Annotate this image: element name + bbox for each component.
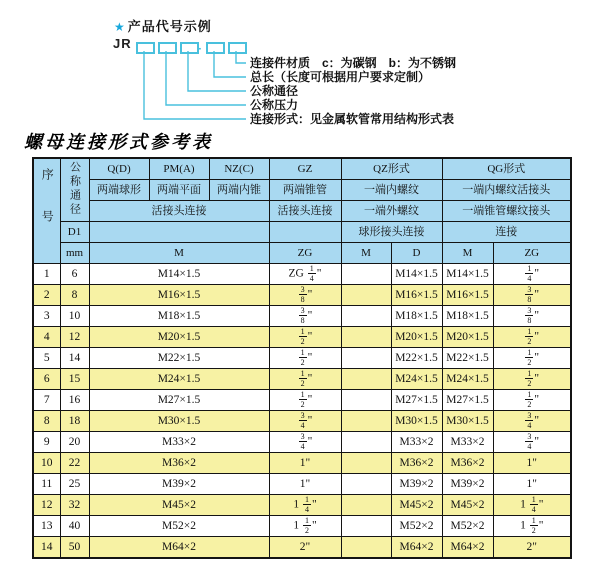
table-cell: M39×2	[89, 474, 269, 495]
table-row	[33, 411, 571, 432]
table-cell: 12	[60, 327, 89, 348]
header-left-row3: 活接头连接	[89, 201, 269, 222]
table-cell	[341, 495, 391, 516]
table-cell: $\frac{3}{8}$ "	[269, 285, 341, 306]
table-cell: 7	[33, 390, 60, 411]
header-seq: 序号	[33, 158, 60, 264]
table-cell: M20×1.5	[391, 327, 442, 348]
table-cell	[341, 390, 391, 411]
table-cell: M18×1.5	[391, 306, 442, 327]
table-cell: $\frac{1}{2}$ "	[493, 327, 571, 348]
diagram-title-text: 产品代号示例	[127, 19, 212, 34]
table-cell: 4	[33, 327, 60, 348]
table-cell	[341, 264, 391, 285]
table-cell: $\frac{3}{4}$ "	[269, 432, 341, 453]
table-cell: M64×2	[391, 537, 442, 559]
header-qz-sub-m: M	[341, 243, 391, 264]
table-cell: M45×2	[391, 495, 442, 516]
table-cell: 1 $\frac{1}{4}$ "	[269, 495, 341, 516]
header-nz: NZ(C)	[209, 158, 269, 180]
table-row	[33, 369, 571, 390]
table-cell: M27×1.5	[391, 390, 442, 411]
table-cell: 14	[33, 537, 60, 559]
table-cell: M33×2	[89, 432, 269, 453]
table-cell: M36×2	[89, 453, 269, 474]
table-cell: M45×2	[442, 495, 493, 516]
table-cell: M64×2	[89, 537, 269, 559]
table-cell: 22	[60, 453, 89, 474]
table-row	[33, 390, 571, 411]
table-cell	[341, 474, 391, 495]
table-cell	[341, 537, 391, 559]
nut-connection-table	[32, 157, 572, 559]
table-cell: 16	[60, 390, 89, 411]
table-cell	[341, 432, 391, 453]
table-cell	[341, 327, 391, 348]
header-pm-desc: 两端平面	[149, 180, 209, 201]
label-nominal-pressure: 公称压力	[250, 98, 299, 112]
table-cell: 18	[60, 411, 89, 432]
table-cell: M36×2	[391, 453, 442, 474]
table-cell: 8	[33, 411, 60, 432]
table-cell: $\frac{3}{8}$ "	[493, 285, 571, 306]
header-qg-row3: 一端锥管螺纹接头	[442, 201, 571, 222]
header-qz: QZ形式	[341, 158, 442, 180]
table-cell: M16×1.5	[442, 285, 493, 306]
table-cell: 1 $\frac{1}{4}$ "	[493, 495, 571, 516]
table-cell: 15	[60, 369, 89, 390]
table-cell: M14×1.5	[89, 264, 269, 285]
table-row	[33, 474, 571, 495]
header-gz-row3: 活接头连接	[269, 201, 341, 222]
table-cell: M16×1.5	[89, 285, 269, 306]
empty-cell	[89, 222, 269, 243]
table-cell: M33×2	[442, 432, 493, 453]
header-qz-row3: 一端外螺纹	[341, 201, 442, 222]
table-cell: $\frac{1}{2}$ "	[269, 369, 341, 390]
table-cell: $\frac{3}{4}$ "	[493, 432, 571, 453]
table-cell: $\frac{3}{4}$ "	[493, 411, 571, 432]
table-cell: M52×2	[442, 516, 493, 537]
table-cell	[341, 285, 391, 306]
table-cell: M24×1.5	[89, 369, 269, 390]
table-cell: M45×2	[89, 495, 269, 516]
table-cell: 1	[33, 264, 60, 285]
header-qg-row4: 连接	[442, 222, 571, 243]
table-cell: M27×1.5	[442, 390, 493, 411]
table-cell: 40	[60, 516, 89, 537]
table-cell: M16×1.5	[391, 285, 442, 306]
table-cell: $\frac{3}{4}$ "	[269, 411, 341, 432]
table-cell: 10	[60, 306, 89, 327]
header-mm: mm	[60, 243, 89, 264]
table-cell	[341, 306, 391, 327]
table-cell: $\frac{1}{2}$ "	[269, 327, 341, 348]
header-qz-desc: 一端内螺纹	[341, 180, 442, 201]
table-cell: 2"	[493, 537, 571, 559]
table-cell: M36×2	[442, 453, 493, 474]
table-cell: M22×1.5	[442, 348, 493, 369]
table-cell: $\frac{1}{2}$ "	[493, 348, 571, 369]
table-cell: M20×1.5	[89, 327, 269, 348]
table-cell: M39×2	[391, 474, 442, 495]
table-cell: 2	[33, 285, 60, 306]
code-prefix: JR	[113, 36, 132, 51]
table-cell: M20×1.5	[442, 327, 493, 348]
table-cell	[341, 516, 391, 537]
table-cell: 1 $\frac{1}{2}$ "	[493, 516, 571, 537]
table-cell: M30×1.5	[442, 411, 493, 432]
header-nz-desc: 两端内锥	[209, 180, 269, 201]
table-cell: M22×1.5	[89, 348, 269, 369]
table-row	[33, 306, 571, 327]
table-cell: 1"	[493, 453, 571, 474]
header-diameter: 公称通径	[60, 158, 89, 222]
table-cell: 12	[33, 495, 60, 516]
label-nominal-diameter: 公称通径	[250, 84, 299, 98]
header-qz-sub-d: D	[391, 243, 442, 264]
table-cell	[341, 411, 391, 432]
label-total-length: 总长（长度可根据用户要求定制）	[250, 70, 431, 84]
empty-cell	[269, 222, 341, 243]
table-cell: M18×1.5	[89, 306, 269, 327]
table-cell: M39×2	[442, 474, 493, 495]
table-cell: ZG $\frac{1}{4}$ "	[269, 264, 341, 285]
table-cell: 1"	[493, 474, 571, 495]
table-cell	[341, 453, 391, 474]
table-cell: M24×1.5	[391, 369, 442, 390]
table-cell: 1"	[269, 474, 341, 495]
header-gz-desc: 两端锥管	[269, 180, 341, 201]
header-d1: D1	[60, 222, 89, 243]
table-cell: M30×1.5	[89, 411, 269, 432]
label-connection-type: 连接形式：见金属软管常用结构形式表	[250, 112, 455, 126]
table-title: 螺母连接形式参考表	[24, 132, 213, 152]
table-row	[33, 285, 571, 306]
table-cell: 6	[60, 264, 89, 285]
table-cell: $\frac{1}{2}$ "	[493, 390, 571, 411]
table-row	[33, 327, 571, 348]
header-q: Q(D)	[89, 158, 149, 180]
header-left-sub: M	[89, 243, 269, 264]
table-row	[33, 453, 571, 474]
table-cell: 10	[33, 453, 60, 474]
table-cell: $\frac{1}{4}$ "	[493, 264, 571, 285]
table-cell: $\frac{1}{2}$ "	[269, 348, 341, 369]
header-qg-desc: 一端内螺纹活接头	[442, 180, 571, 201]
table-cell: 13	[33, 516, 60, 537]
table-cell: $\frac{1}{2}$ "	[269, 390, 341, 411]
table-cell: M14×1.5	[442, 264, 493, 285]
table-cell: 50	[60, 537, 89, 559]
label-material: 连接件材质 c：为碳钢 b：为不锈钢	[250, 56, 457, 70]
table-cell: M18×1.5	[442, 306, 493, 327]
table-cell	[341, 369, 391, 390]
table-cell: M33×2	[391, 432, 442, 453]
header-gz-sub: ZG	[269, 243, 341, 264]
table-cell: $\frac{1}{2}$ "	[493, 369, 571, 390]
table-cell: 9	[33, 432, 60, 453]
table-cell: 14	[60, 348, 89, 369]
table-cell: M52×2	[391, 516, 442, 537]
header-qz-row4: 球形接头连接	[341, 222, 442, 243]
table-cell: 32	[60, 495, 89, 516]
product-code-diagram	[0, 0, 600, 128]
table-body	[33, 264, 571, 559]
table-row	[33, 264, 571, 285]
header-qg-sub-m: M	[442, 243, 493, 264]
table-cell: 2"	[269, 537, 341, 559]
table-row	[33, 516, 571, 537]
table-row	[33, 537, 571, 559]
header-qg: QG形式	[442, 158, 571, 180]
table-cell: 20	[60, 432, 89, 453]
table-cell: $\frac{3}{8}$ "	[269, 306, 341, 327]
table-cell	[341, 348, 391, 369]
header-qg-sub-zg: ZG	[493, 243, 571, 264]
table-cell: 5	[33, 348, 60, 369]
table-cell: 1 $\frac{1}{2}$ "	[269, 516, 341, 537]
table-cell: M30×1.5	[391, 411, 442, 432]
table-cell: 11	[33, 474, 60, 495]
table-cell: 3	[33, 306, 60, 327]
table-cell: 25	[60, 474, 89, 495]
table-cell: M64×2	[442, 537, 493, 559]
code-dash: -	[197, 40, 202, 55]
table-header	[33, 158, 571, 264]
header-gz: GZ	[269, 158, 341, 180]
table-row	[33, 495, 571, 516]
table-cell: M22×1.5	[391, 348, 442, 369]
header-q-desc: 两端球形	[89, 180, 149, 201]
table-row	[33, 348, 571, 369]
table-cell: 6	[33, 369, 60, 390]
table-cell: M52×2	[89, 516, 269, 537]
table-cell: M24×1.5	[442, 369, 493, 390]
table-cell: 1"	[269, 453, 341, 474]
table-cell: 8	[60, 285, 89, 306]
table-cell: $\frac{3}{8}$ "	[493, 306, 571, 327]
header-pm: PM(A)	[149, 158, 209, 180]
table-cell: M27×1.5	[89, 390, 269, 411]
star-icon: ★	[114, 20, 126, 34]
table-cell: M14×1.5	[391, 264, 442, 285]
table-row	[33, 432, 571, 453]
